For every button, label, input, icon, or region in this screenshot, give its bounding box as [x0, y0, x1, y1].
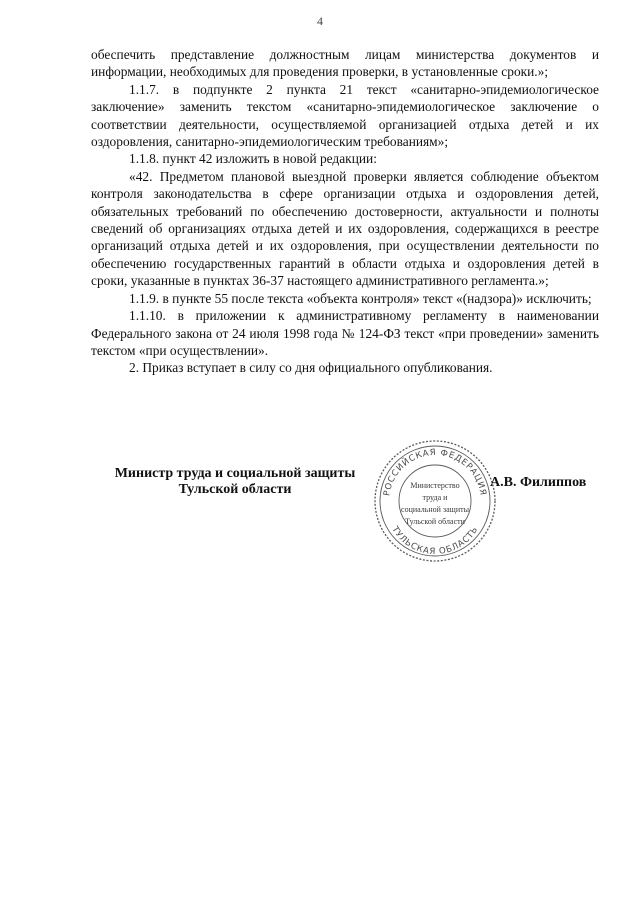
- seal-line-3: социальной защиты: [401, 505, 469, 514]
- paragraph-1-1-8: 1.1.8. пункт 42 изложить в новой редакции:: [129, 151, 377, 167]
- signatory-name: А.В. Филиппов: [490, 475, 587, 490]
- official-seal: [372, 438, 498, 564]
- paragraph-1-1-9: 1.1.9. в пункте 55 после текста «объекта контроля» текст «(надзора)» исключить;: [129, 290, 592, 306]
- signatory-title: [105, 466, 365, 498]
- seal-graphic: [372, 438, 498, 564]
- signature-block: [0, 447, 640, 558]
- document-body: [91, 46, 599, 377]
- signatory-title-line1: Министр труда и социальной защиты: [114, 466, 356, 481]
- seal-line-1: Министерство: [410, 481, 460, 490]
- signatory-title-line2: Тульской области: [178, 482, 292, 497]
- seal-arc-text-bottom: ТУЛЬСКАЯ ОБЛАСТЬ: [389, 524, 481, 558]
- seal-arc-text-top: РОССИЙСКАЯ ФЕДЕРАЦИЯ: [382, 447, 488, 497]
- paragraph-1-1-10: 1.1.10. в приложении к административному регламенту в наименовании Федерального закона от 24 июля 1998 года № 124-ФЗ текст «при проведении» заменить текстом «при осуществлении».: [91, 308, 599, 358]
- paragraph-42-quote: «42. Предметом плановой выездной проверки является соблюдение объектом контроля законодательства в сфере организации отдыха и оздоровления детей, обязательных требований по обеспечению достоверности, актуальности и полноты сведений об организациях отдыха детей и их оздоровления, содержащихся в реестре организаций отдыха детей и их оздоровления, при осуществлении деятельности по обеспечению государственных гарантий в области отдыха и оздоровления детей в сроки, указанные в пунктах 36-37 настоящего административного регламента.»;: [91, 168, 599, 289]
- paragraph-2: 2. Приказ вступает в силу со дня официального опубликования.: [129, 360, 493, 376]
- paragraph-continuation: обеспечить представление должностным лицам министерства документов и информации, необходимых для проведения проверки, в установленные сроки.»;: [91, 47, 599, 80]
- page-number: 4: [317, 14, 323, 28]
- seal-line-2: труда и: [422, 493, 448, 502]
- paragraph-1-1-7: 1.1.7. в подпункте 2 пункта 21 текст «санитарно-эпидемиологическое заключение» заменить текстом «санитарно-эпидемиологическое заключение о соответствии деятельности, осуществляемой организацией отдыха детей и их оздоровления, санитарно-эпидемиологическим требованиям»;: [91, 81, 599, 150]
- seal-line-4: Тульской области: [405, 517, 465, 526]
